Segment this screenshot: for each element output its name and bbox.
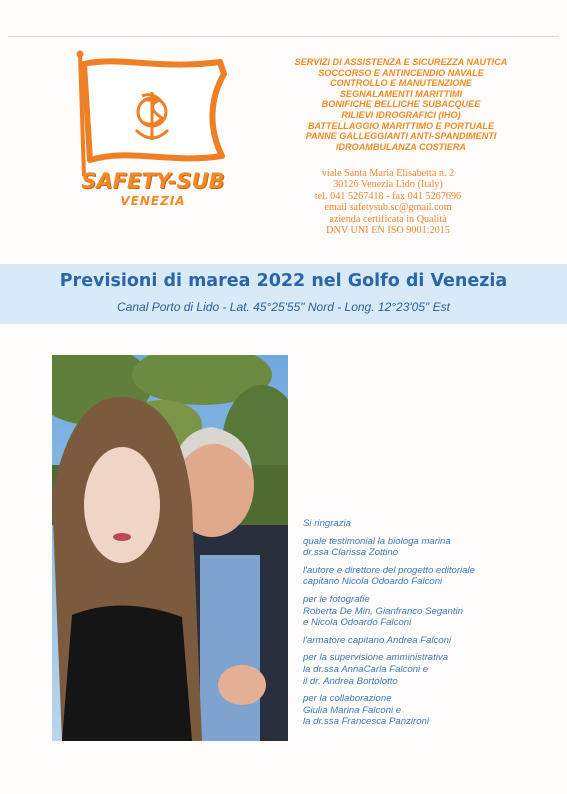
credit-line: dr.ssa Clarissa Zottino <box>303 547 399 559</box>
credit-block <box>303 594 559 629</box>
top-divider <box>8 36 559 37</box>
email-line[interactable]: email safetysub.sc@gmail.com <box>324 202 452 214</box>
credit-block <box>303 652 559 687</box>
credit-line: l'armatore capitano Andrea Falconi <box>303 634 452 646</box>
credit-line: quale testimonial la biologa marina <box>303 535 451 547</box>
service-line: SOCCORSO E ANTINCENDIO NAVALE <box>318 67 484 78</box>
services-list <box>255 57 547 152</box>
credit-line: l'autore e direttore del progetto editoriale <box>303 564 475 576</box>
iso-line: DNV UNI EN ISO 9001:2015 <box>326 225 450 237</box>
credit-line: per le fotografie <box>303 593 370 605</box>
service-line: IDROAMBULANZA COSTIERA <box>336 141 466 152</box>
credit-line: e Nicola Odoardo Falconi <box>303 617 412 629</box>
credit-line: Roberta De Min, Gianfranco Segantin <box>303 605 463 617</box>
city-line: 30126 Venezia Lido (Italy) <box>333 179 443 191</box>
service-line: SERVIZI DI ASSISTENZA E SICUREZZA NAUTICA <box>294 57 508 67</box>
acknowledgements <box>303 518 559 734</box>
service-line: SEGNALAMENTI MARITTIMI <box>339 88 463 99</box>
page-title: Previsioni di marea 2022 nel Golfo di Venezia <box>59 271 508 291</box>
credit-block <box>303 565 559 588</box>
service-line: PANNE GALLEGGIANTI ANTI-SPANDIMENTI <box>305 131 497 142</box>
credit-line: per la collaborazione <box>303 693 392 705</box>
credit-line: Si ringrazia <box>303 518 351 529</box>
service-line: CONTROLLO E MANUTENZIONE <box>330 78 472 89</box>
contact-block <box>285 168 491 236</box>
credit-line: Giulia Marina Falconi e <box>303 704 402 716</box>
credit-line: la dr.ssa AnnaCarla Falconi e <box>303 663 429 675</box>
testimonial-photo <box>52 355 288 741</box>
credit-line: il dr. Andrea Bortolotto <box>303 675 398 687</box>
credit-block <box>303 518 559 530</box>
credit-line: la dr.ssa Francesca Panzironi <box>303 716 430 728</box>
credit-line: per la supervisione amministrativa <box>303 652 449 664</box>
credit-block <box>303 635 559 647</box>
brand-city: VENEZIA <box>120 194 186 208</box>
service-line: BATTELLAGGIO MARITTIMO E PORTUALE <box>307 120 495 131</box>
service-line: RILIEVI IDROGRAFICI (IHO) <box>341 109 461 120</box>
certification-line: azienda certificata in Qualità <box>329 213 447 225</box>
credit-block <box>303 693 559 728</box>
location-subtitle: Canal Porto di Lido - Lat. 45°25'55" Nord - Long. 12°23'05" Est <box>117 300 450 314</box>
brand-name: SAFETY-SUB <box>81 169 225 193</box>
address-line: viale Santa Maria Elisabetta n. 2 <box>321 168 455 179</box>
brand-block <box>74 170 232 208</box>
credit-block <box>303 536 559 559</box>
service-line: BONIFICHE BELLICHE SUBACQUEE <box>321 99 481 110</box>
credit-line: capitano Nicola Odoardo Falconi <box>303 576 443 588</box>
phone-line: tel. 041 5267418 - fax 041 5267696 <box>314 190 462 202</box>
